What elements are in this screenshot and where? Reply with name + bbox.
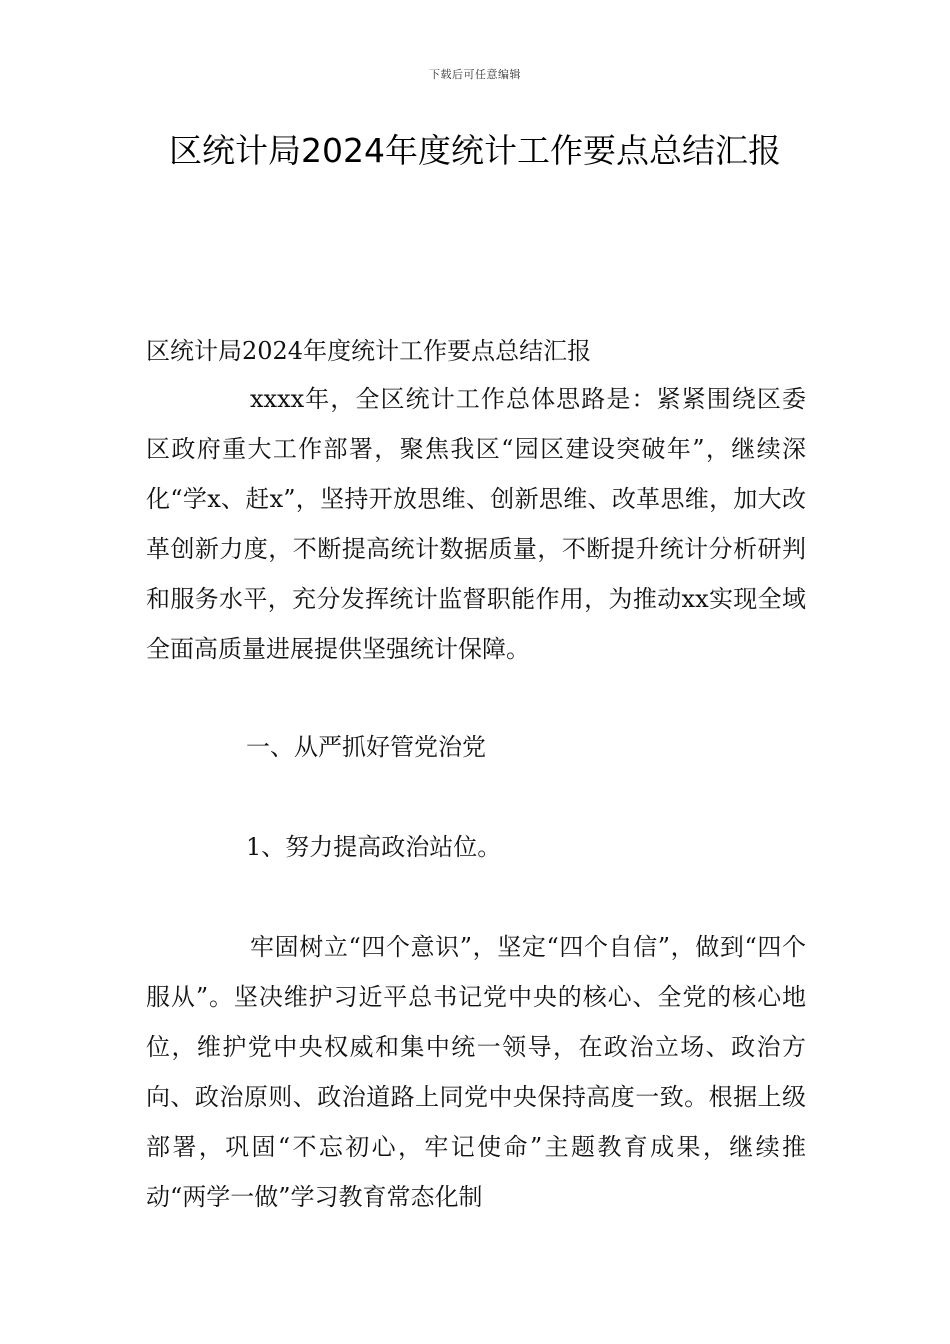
body-subtitle: 区统计局2024年度统计工作要点总结汇报 (146, 337, 592, 365)
paragraph-political-stance: 牢固树立“四个意识”，坚定“四个自信”，做到“四个服从”。坚决维护习近平总书记党中央的核心、全党的核心地位，维护党中央权威和集中统一领导，在政治立场、政治方向、政治原则、政治道路上同党中央保持高度一致。根据上级部署，巩固“不忘初心，牢记使命”主题教育成果，继续推动“两学一做”学习教育常态化制 (146, 933, 806, 1211)
document-title: 区统计局2024年度统计工作要点总结汇报 (169, 131, 781, 170)
header-note: 下载后可任意编辑 (429, 68, 521, 81)
section-heading: 一、从严抓好管党治党 (246, 733, 486, 761)
paragraph-overview: xxxx年，全区统计工作总体思路是：紧紧围绕区委区政府重大工作部署，聚焦我区“园区建设突破年”，继续深化“学x、赶x”，坚持开放思维、创新思维、改革思维，加大改革创新力度，不断提高统计数据质量，不断提升统计分析研判和服务水平，充分发挥统计监督职能作用，为推动xx实现全域全面高质量进展提供坚强统计保障。 (146, 385, 806, 663)
subsection-heading: 1、努力提高政治站位。 (246, 833, 502, 861)
